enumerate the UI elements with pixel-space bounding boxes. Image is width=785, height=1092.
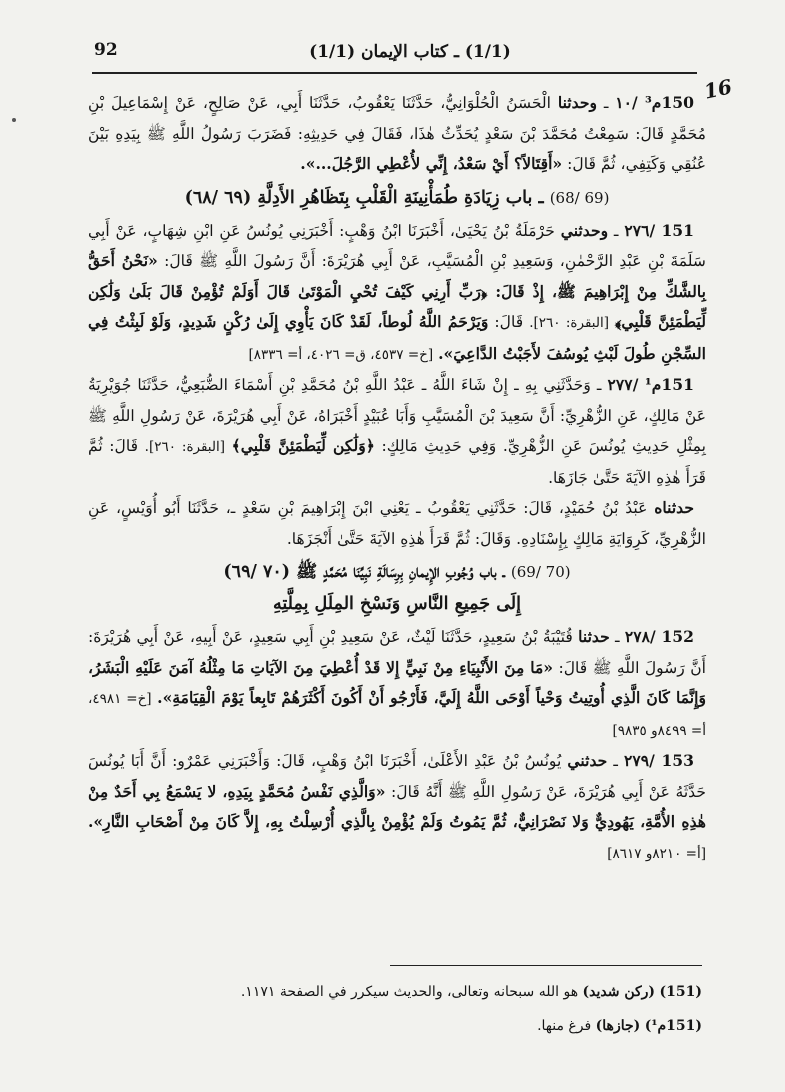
page-number: 92 [94, 40, 118, 60]
hadith-quote-2: وَيَرْحَمُ اللَّهُ لُوطاً، لَقَدْ كَانَ يَأْوِي إِلَىٰ رُكْنٍ شَدِيدٍ، وَلَوْ لَبِثْتُ فِي السِّجْنِ طُولَ لَبْثِ يُوسُفَ لأَجَبْتُ الدَّاعِيَ». [88, 312, 706, 363]
sura-ref: [البقرة: ٢٦٠]. [144, 439, 225, 455]
chapter-heading-69 [88, 556, 706, 620]
hadith-152: 152 /٢٧٨ ـ حدثنا قُتَيْبَةُ بْنُ سَعِيدٍ، حَدَّثَنَا لَيْثٌ، عَنْ سَعِيدِ بْنِ أَبِي سَعِيدٍ، عَنْ أَبِيهِ، عَنْ أَبِي هُرَيْرَةَ: أَنَّ رَسُولَ اللَّهِ ﷺ قَالَ: «مَا مِنَ الأَنْبِيَاءِ مِنْ نَبِيٍّ إِلا قَدْ أُعْطِيَ مِنَ الآيَاتِ مَا مِثْلُهُ آمَنَ عَلَيْهِ الْبَشَرُ، وَإِنَّمَا كَانَ الَّذِي أُوتِيتُ وَحْياً أَوْحَى اللَّهُ إِلَيَّ، فَأَرْجُو أَنْ أَكُونَ أَكْثَرَهُمْ تَابِعاً يَوْمَ الْقِيَامَةِ». [خ= ٤٩٨١، أ= ٨٤٩٩و ٩٨٣٥] [88, 627, 706, 739]
chapter-ref: (٧٠ /٦٩) [223, 562, 291, 582]
chapter-ref: (٦٩ /٦٨) [184, 187, 252, 208]
narration-keyword: وحدثني [560, 220, 609, 240]
footnote-number: (151م¹) [644, 1018, 702, 1034]
hadith-text: قَالَ: [494, 313, 524, 331]
hadith-quote: «نَحْنُ أَحَقُّ بِالشَّكِّ مِنْ إِبْرَاهِيمَ ﷺ، إِذْ قَالَ: ﴿رَبِّ أَرِنِي كَيْفَ تُحْيِ الْمَوْتَىٰ قَالَ أَوَلَمْ تُؤْمِنْ قَالَ بَلَىٰ وَلَٰكِن لِّيَطْمَئِنَّ قَلْبِي﴾ [88, 251, 707, 331]
running-head: (1/1) ـ كتاب الإيمان (1/1) [309, 42, 511, 62]
chapter-heading-68 [88, 182, 706, 214]
hadith-quote: «وَالَّذِي نَفْسُ مُحَمَّدٍ بِيَدِهِ، لا يَسْمَعُ بِي أَحَدٌ مِنْ هٰذِهِ الأُمَّةِ، يَهُودِيٌّ وَلا نَصْرَانِيٌّ، ثُمَّ يَمُوتُ وَلَمْ يُؤْمِنْ بِالَّذِي أُرْسِلْتُ بِهِ، إِلاَّ كَانَ مِنْ أَصْحَابِ النَّارِ». [88, 781, 706, 831]
footnote-number: (151) [659, 984, 702, 1000]
hadith-quote: ﴿وَلَٰكِن لِّيَطْمَئِنَّ قَلْبِي﴾ [231, 436, 375, 455]
chapter-title-line-2: إِلَى جَمِيعِ النَّاسِ وَنَسْخِ المِلَلِ بِمِلَّتِهِ [273, 594, 521, 614]
isnad-text: عَبْدُ بْنُ حُمَيْدٍ، قَالَ: حَدَّثَنِي يَعْقُوبُ ـ يَعْنِي ابْنَ إِبْرَاهِيمَ بْنِ سَعْدٍ ـ، حَدَّثَنَا أَبُو أُوَيْسٍ، عَنِ الزُّهْرِيِّ، كَرِوَايَةِ مَالِكٍ بِإِسْنَادِهِ. وَقَالَ: ثُمَّ قَرَأَ هٰذِهِ الآيَةَ حَتَّىٰ أَنْجَزَهَا. [88, 499, 706, 548]
narration-keyword: حدثناه [654, 498, 694, 517]
footnotes [190, 975, 702, 1043]
footnote-label: (ركن شديد) [582, 984, 656, 1000]
hadith-153: 153 /٢٧٩ ـ حدثني يُونُسُ بْنُ عَبْدِ الأَعْلَىٰ، أَخْبَرَنَا ابْنُ وَهْبٍ، قَالَ: وَأَخْبَرَنِي عَمْرٌو: أَنَّ أَبَا يُونُسَ حَدَّثَهُ عَنْ أَبِي هُرَيْرَةَ، عَنْ رَسُولِ اللَّهِ ﷺ أَنَّهُ قَالَ: «وَالَّذِي نَفْسُ مُحَمَّدٍ بِيَدِهِ، لا يَسْمَعُ بِي أَحَدٌ مِنْ هٰذِهِ الأُمَّةِ، يَهُودِيٌّ وَلا نَصْرَانِيٌّ، ثُمَّ يَمُوتُ وَلَمْ يُؤْمِنْ بِالَّذِي أُرْسِلْتُ بِهِ، إِلاَّ كَانَ مِنْ أَصْحَابِ النَّارِ». [أ= ٨٢١٠و ٨٦١٧] [88, 751, 706, 862]
hadith-number: 153 /٢٧٩ [624, 751, 694, 770]
footnote-text: هو الله سبحانه وتعالى، والحديث سيكرر في الصفحة ١١٧١. [240, 984, 579, 1000]
hadith-quote: «مَا مِنَ الأَنْبِيَاءِ مِنْ نَبِيٍّ إِلا قَدْ أُعْطِيَ مِنَ الآيَاتِ مَا مِثْلُهُ آمَنَ عَلَيْهِ الْبَشَرُ، وَإِنَّمَا كَانَ الَّذِي أُوتِيتُ وَحْياً أَوْحَى اللَّهُ إِلَيَّ، فَأَرْجُو أَنْ أَكُونَ أَكْثَرَهُمْ تَابِعاً يَوْمَ الْقِيَامَةِ». [88, 657, 706, 707]
hadith-151m1 [88, 370, 706, 493]
sura-ref: [البقرة: ٢٦٠]. [529, 315, 609, 331]
hadith-151: 151 /٢٧٦ ـ وحدثني حَرْمَلَةُ بْنُ يَحْيَىٰ، أَخْبَرَنَا ابْنُ وَهْبٍ: أَخْبَرَنِي يُونُسُ عَنِ ابْنِ شِهَابٍ، عَنْ أَبِي سَلَمَةَ بْنِ عَبْدِ الرَّحْمٰنِ، وَسَعِيدِ بْنِ الْمُسَيَّبِ، عَنْ أَبِي هُرَيْرَةَ: أَنَّ رَسُولَ اللَّهِ ﷺ قَالَ: «نَحْنُ أَحَقُّ بِالشَّكِّ مِنْ إِبْرَاهِيمَ ﷺ، إِذْ قَالَ: ﴿رَبِّ أَرِنِي كَيْفَ تُحْيِ الْمَوْتَىٰ قَالَ أَوَلَمْ تُؤْمِنْ قَالَ بَلَىٰ وَلَٰكِن لِّيَطْمَئِنَّ قَلْبِي﴾ [البقرة: ٢٦٠]. قَالَ: وَيَرْحَمُ اللَّهُ لُوطاً، لَقَدْ كَانَ يَأْوِي إِلَىٰ رُكْنٍ شَدِيدٍ، وَلَوْ لَبِثْتُ فِي السِّجْنِ طُولَ لَبْثِ يُوسُفَ لأَجَبْتُ الدَّاعِيَ». [خ= ٤٥٣٧، ق= ٤٠٢٦، أ= ٨٣٣٦] [88, 220, 707, 363]
hadith-number: 151 /٢٧٦ [624, 220, 694, 240]
cross-references: [خ= ٤٥٣٧، ق= ٤٠٢٦، أ= ٨٣٣٦] [248, 346, 434, 363]
isnad-text: الْحَسَنُ الْحُلْوَانِيُّ، حَدَّثَنَا يَعْقُوبُ، حَدَّثَنَا أَبِي، عَنْ صَالِحٍ، عَنْ إِسْمَاعِيلَ بْنِ مُحَمَّدٍ قَالَ: سَمِعْتُ مُحَمَّدَ بْنَ سَعْدٍ يُحَدِّثُ هٰذَا، فَقَالَ فِي حَدِيثِهِ: فَضَرَبَ رَسُولُ اللَّهِ ﷺ بِيَدِهِ بَيْنَ عُنُقِي وَكَتِفِي، ثُمَّ قَالَ: [88, 94, 706, 173]
footnote [190, 1009, 702, 1043]
footnote-text: فرغ منها. [537, 1018, 592, 1034]
main-text [88, 88, 706, 869]
footnote-label: (جازها) [595, 1018, 641, 1034]
hadith-text: قَالَ: ثُمَّ قَرَأَ هٰذِهِ الآيَةَ حَتَّىٰ جَازَهَا. [88, 437, 706, 487]
hadith-quote: «أَقِتَالاً؟ أَيْ سَعْدُ، إِنِّي لأُعْطِي الرَّجُلَ...». [300, 154, 563, 173]
hadith-151m2 [88, 493, 706, 554]
footnote-rule [390, 965, 702, 966]
hadith-number: 151م¹ /٢٧٧ [607, 375, 694, 394]
isnad-text: حَرْمَلَةُ بْنُ يَحْيَىٰ، أَخْبَرَنَا ابْنُ وَهْبٍ: أَخْبَرَنِي يُونُسُ عَنِ ابْنِ شِهَابٍ، عَنْ أَبِي سَلَمَةَ بْنِ عَبْدِ الرَّحْمٰنِ، وَسَعِيدِ بْنِ الْمُسَيَّبِ، عَنْ أَبِي هُرَيْرَةَ: أَنَّ رَسُولَ اللَّهِ ﷺ قَالَ: [88, 221, 706, 270]
narration-keyword: وحدثنا [557, 93, 597, 112]
narration-keyword: حدثني [567, 751, 608, 770]
header-rule [92, 72, 697, 74]
footnote [190, 975, 702, 1009]
chapter-number: (69 /68) [549, 188, 610, 207]
chapter-number: (70 /69) [510, 563, 571, 581]
isnad-text: ـ وَحَدَّثَنِي بِهِ ـ إِنْ شَاءَ اللَّهُ ـ عَبْدُ اللَّهِ بْنُ مُحَمَّدِ بْنِ أَسْمَاءَ الضُّبَعِيُّ، حَدَّثَنَا جُوَيْرِيَةُ عَنْ مَالِكٍ، عَنِ الزُّهْرِيِّ: أَنَّ سَعِيدَ بْنَ الْمُسَيَّبِ وَأَبَا عُبَيْدٍ أَخْبَرَاهُ، عَنْ أَبِي هُرَيْرَةَ، عَنْ رَسُولِ اللَّهِ ﷺ بِمِثْلِ حَدِيثِ يُونُسَ عَنِ الزُّهْرِيِّ. وَفِي حَدِيثِ مَالِكٍ: [88, 376, 706, 455]
chapter-title: ـ باب وُجُوبِ الإِيمانِ بِرِسَالَةِ نَبِيِّنَا مُحَمَّدٍ ﷺ [296, 562, 505, 582]
handwritten-mark: 16 [701, 74, 735, 104]
chapter-title: ـ باب زِيَادَةِ طُمَأْنِينَةِ الْقَلْبِ بِتَظَاهُرِ الأَدِلَّةِ [257, 187, 544, 208]
cross-references: [خ= ٤٩٨١، أ= ٨٤٩٩و ٩٨٣٥] [88, 691, 706, 739]
margin-dot [12, 118, 16, 122]
hadith-150m3: 150م³ /١٠ ـ وحدثنا الْحَسَنُ الْحُلْوَانِيُّ، حَدَّثَنَا يَعْقُوبُ، حَدَّثَنَا أَبِي، عَنْ صَالِحٍ، عَنْ إِسْمَاعِيلَ بْنِ مُحَمَّدٍ قَالَ: سَمِعْتُ مُحَمَّدَ بْنَ سَعْدٍ يُحَدِّثُ هٰذَا، فَقَالَ فِي حَدِيثِهِ: فَضَرَبَ رَسُولُ اللَّهِ ﷺ بِيَدِهِ بَيْنَ عُنُقِي وَكَتِفِي، ثُمَّ قَالَ: «أَقِتَالاً؟ أَيْ سَعْدُ، إِنِّي لأُعْطِي الرَّجُلَ...». [88, 93, 706, 173]
narration-keyword: حدثنا [578, 627, 610, 646]
isnad-text: يُونُسُ بْنُ عَبْدِ الأَعْلَىٰ، أَخْبَرَنَا ابْنُ وَهْبٍ، قَالَ: وَأَخْبَرَنِي عَمْرٌو: أَنَّ أَبَا يُونُسَ حَدَّثَهُ عَنْ أَبِي هُرَيْرَةَ، عَنْ رَسُولِ اللَّهِ ﷺ أَنَّهُ قَالَ: [88, 752, 706, 801]
cross-references: [أ= ٨٢١٠و ٨٦١٧] [607, 845, 706, 862]
isnad-text: قُتَيْبَةُ بْنُ سَعِيدٍ، حَدَّثَنَا لَيْثٌ، عَنْ سَعِيدِ بْنِ أَبِي سَعِيدٍ، عَنْ أَبِيهِ، عَنْ أَبِي هُرَيْرَةَ: أَنَّ رَسُولَ اللَّهِ ﷺ قَالَ: [88, 628, 706, 677]
hadith-number: 152 /٢٧٨ [624, 627, 694, 646]
hadith-number: 150م³ /١٠ [615, 93, 695, 112]
